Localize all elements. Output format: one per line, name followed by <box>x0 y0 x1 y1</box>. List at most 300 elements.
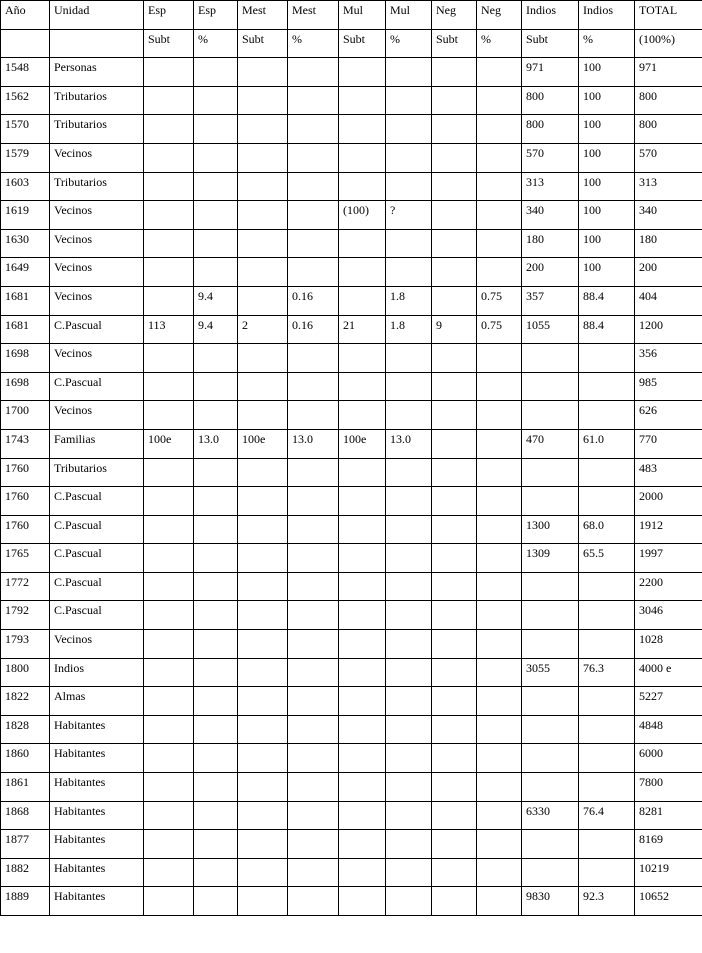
cell-mest-subt <box>238 86 288 115</box>
cell-esp-pct <box>194 687 238 716</box>
cell-unit: Habitantes <box>50 830 144 859</box>
cell-indios-subt: 800 <box>522 115 579 144</box>
cell-mul-subt <box>339 286 386 315</box>
cell-unit: Tributarios <box>50 115 144 144</box>
cell-mest-subt <box>238 143 288 172</box>
table-row <box>1 687 702 716</box>
cell-esp-pct <box>194 715 238 744</box>
cell-mul-pct <box>386 801 432 830</box>
table-row <box>1 286 702 315</box>
cell-mul-subt <box>339 601 386 630</box>
cell-esp-subt <box>144 487 194 516</box>
cell-esp-pct <box>194 744 238 773</box>
cell-indios-subt <box>522 401 579 430</box>
cell-unit: C.Pascual <box>50 572 144 601</box>
cell-unit: Tributarios <box>50 86 144 115</box>
cell-mul-pct <box>386 229 432 258</box>
cell-neg-pct <box>477 86 522 115</box>
cell-neg-pct <box>477 544 522 573</box>
cell-esp-subt <box>144 86 194 115</box>
cell-esp-pct <box>194 572 238 601</box>
cell-mul-subt: 100e <box>339 429 386 458</box>
cell-indios-pct: 76.4 <box>579 801 635 830</box>
cell-mul-subt <box>339 58 386 87</box>
cell-total: 1997 <box>635 544 702 573</box>
table-row <box>1 429 702 458</box>
cell-indios-subt <box>522 858 579 887</box>
cell-mest-subt <box>238 544 288 573</box>
cell-unit: Habitantes <box>50 858 144 887</box>
cell-mest-pct <box>288 86 339 115</box>
cell-indios-pct: 100 <box>579 201 635 230</box>
cell-neg-subt <box>432 515 477 544</box>
cell-neg-pct <box>477 487 522 516</box>
cell-neg-subt <box>432 715 477 744</box>
cell-neg-subt <box>432 773 477 802</box>
cell-esp-pct: % <box>194 29 238 58</box>
cell-mest-pct <box>288 401 339 430</box>
cell-year: 1765 <box>1 544 50 573</box>
cell-indios-subt <box>522 773 579 802</box>
cell-total: 570 <box>635 143 702 172</box>
cell-neg-pct <box>477 143 522 172</box>
cell-year: 1562 <box>1 86 50 115</box>
cell-mul-subt: 21 <box>339 315 386 344</box>
cell-mul-pct <box>386 830 432 859</box>
cell-esp-pct <box>194 58 238 87</box>
cell-mul-pct <box>386 58 432 87</box>
table-row <box>1 744 702 773</box>
cell-mul-subt: Mul <box>339 1 386 30</box>
cell-total: 800 <box>635 86 702 115</box>
table-row <box>1 115 702 144</box>
cell-mul-pct <box>386 458 432 487</box>
cell-mul-pct: 13.0 <box>386 429 432 458</box>
cell-mul-subt <box>339 858 386 887</box>
cell-neg-subt: 9 <box>432 315 477 344</box>
cell-esp-subt <box>144 858 194 887</box>
cell-mul-pct <box>386 401 432 430</box>
cell-total: 8281 <box>635 801 702 830</box>
cell-indios-subt: 3055 <box>522 658 579 687</box>
cell-total: 3046 <box>635 601 702 630</box>
cell-esp-subt: Subt <box>144 29 194 58</box>
cell-unit: Habitantes <box>50 715 144 744</box>
cell-neg-subt <box>432 830 477 859</box>
cell-mest-subt: 2 <box>238 315 288 344</box>
cell-indios-subt: 1309 <box>522 544 579 573</box>
cell-unit <box>50 29 144 58</box>
cell-mul-pct <box>386 887 432 916</box>
cell-mest-pct <box>288 372 339 401</box>
cell-indios-subt: 570 <box>522 143 579 172</box>
cell-mul-pct <box>386 715 432 744</box>
cell-year: 1570 <box>1 115 50 144</box>
cell-mul-pct: Mul <box>386 1 432 30</box>
cell-unit: Vecinos <box>50 229 144 258</box>
cell-neg-subt <box>432 201 477 230</box>
cell-mest-subt <box>238 715 288 744</box>
cell-neg-pct <box>477 229 522 258</box>
cell-mul-subt <box>339 458 386 487</box>
cell-neg-subt <box>432 286 477 315</box>
cell-unit: Almas <box>50 687 144 716</box>
cell-esp-pct <box>194 143 238 172</box>
cell-mul-subt <box>339 86 386 115</box>
cell-mul-pct: 1.8 <box>386 315 432 344</box>
cell-mul-pct: 1.8 <box>386 286 432 315</box>
cell-total: 800 <box>635 115 702 144</box>
cell-neg-subt <box>432 143 477 172</box>
cell-esp-pct <box>194 544 238 573</box>
cell-mul-subt <box>339 744 386 773</box>
cell-esp-pct <box>194 344 238 373</box>
cell-neg-pct <box>477 887 522 916</box>
cell-mul-pct <box>386 258 432 287</box>
table-row <box>1 315 702 344</box>
cell-unit: C.Pascual <box>50 544 144 573</box>
cell-esp-subt <box>144 887 194 916</box>
cell-esp-pct <box>194 372 238 401</box>
table-row <box>1 229 702 258</box>
cell-year: 1548 <box>1 58 50 87</box>
cell-indios-pct: 100 <box>579 229 635 258</box>
cell-esp-subt <box>144 773 194 802</box>
cell-mest-subt: Mest <box>238 1 288 30</box>
cell-total: 200 <box>635 258 702 287</box>
cell-mest-pct <box>288 658 339 687</box>
cell-esp-pct <box>194 858 238 887</box>
cell-indios-pct <box>579 487 635 516</box>
cell-esp-pct <box>194 487 238 516</box>
cell-unit: Vecinos <box>50 201 144 230</box>
table-row <box>1 86 702 115</box>
cell-neg-subt: Subt <box>432 29 477 58</box>
cell-esp-pct <box>194 401 238 430</box>
cell-esp-subt: 100e <box>144 429 194 458</box>
cell-mul-subt <box>339 630 386 659</box>
cell-mul-subt <box>339 687 386 716</box>
cell-mest-subt <box>238 487 288 516</box>
cell-mul-subt <box>339 658 386 687</box>
cell-mul-subt: Subt <box>339 29 386 58</box>
cell-neg-pct <box>477 515 522 544</box>
cell-indios-pct <box>579 372 635 401</box>
cell-mest-pct <box>288 115 339 144</box>
cell-total: 1028 <box>635 630 702 659</box>
cell-indios-pct <box>579 830 635 859</box>
cell-esp-subt <box>144 658 194 687</box>
cell-esp-subt <box>144 401 194 430</box>
table-row <box>1 572 702 601</box>
cell-mul-subt <box>339 258 386 287</box>
cell-neg-pct <box>477 429 522 458</box>
cell-mul-pct <box>386 601 432 630</box>
cell-mest-subt <box>238 344 288 373</box>
cell-mest-subt: 100e <box>238 429 288 458</box>
cell-indios-subt: 200 <box>522 258 579 287</box>
cell-esp-subt <box>144 572 194 601</box>
cell-mest-subt <box>238 58 288 87</box>
cell-indios-subt <box>522 744 579 773</box>
cell-esp-pct <box>194 86 238 115</box>
cell-esp-subt <box>144 458 194 487</box>
cell-unit: Unidad <box>50 1 144 30</box>
cell-total: 2000 <box>635 487 702 516</box>
cell-mul-pct <box>386 658 432 687</box>
cell-esp-subt <box>144 630 194 659</box>
cell-indios-pct <box>579 630 635 659</box>
cell-neg-pct: 0.75 <box>477 315 522 344</box>
table-row <box>1 515 702 544</box>
cell-neg-pct: 0.75 <box>477 286 522 315</box>
cell-mest-pct: % <box>288 29 339 58</box>
cell-year: 1760 <box>1 515 50 544</box>
cell-mest-pct <box>288 487 339 516</box>
table-row <box>1 630 702 659</box>
cell-mest-subt <box>238 115 288 144</box>
cell-unit: Vecinos <box>50 286 144 315</box>
table-row <box>1 601 702 630</box>
cell-esp-pct <box>194 830 238 859</box>
cell-mest-subt <box>238 801 288 830</box>
table-row <box>1 858 702 887</box>
cell-neg-subt <box>432 58 477 87</box>
cell-neg-pct <box>477 658 522 687</box>
cell-esp-pct <box>194 801 238 830</box>
table-row <box>1 887 702 916</box>
cell-esp-subt <box>144 715 194 744</box>
cell-esp-subt <box>144 115 194 144</box>
cell-mul-pct: ? <box>386 201 432 230</box>
cell-esp-subt <box>144 372 194 401</box>
cell-indios-pct <box>579 744 635 773</box>
cell-mul-pct <box>386 344 432 373</box>
cell-indios-subt <box>522 487 579 516</box>
cell-mul-pct <box>386 372 432 401</box>
table-row <box>1 487 702 516</box>
table-row <box>1 143 702 172</box>
cell-total: 10219 <box>635 858 702 887</box>
cell-mest-pct <box>288 172 339 201</box>
cell-total: 483 <box>635 458 702 487</box>
cell-mul-subt <box>339 773 386 802</box>
cell-mest-subt <box>238 372 288 401</box>
cell-mest-pct <box>288 801 339 830</box>
cell-unit: Tributarios <box>50 172 144 201</box>
cell-year <box>1 29 50 58</box>
cell-mest-subt <box>238 858 288 887</box>
cell-mest-subt <box>238 258 288 287</box>
cell-mul-subt <box>339 887 386 916</box>
cell-esp-pct: 13.0 <box>194 429 238 458</box>
cell-neg-pct <box>477 858 522 887</box>
cell-indios-pct: 68.0 <box>579 515 635 544</box>
cell-total: 404 <box>635 286 702 315</box>
cell-mul-subt <box>339 515 386 544</box>
table-row <box>1 658 702 687</box>
cell-mul-pct <box>386 544 432 573</box>
cell-neg-pct <box>477 401 522 430</box>
cell-neg-subt <box>432 544 477 573</box>
cell-esp-subt <box>144 830 194 859</box>
table-row <box>1 344 702 373</box>
cell-total: 971 <box>635 58 702 87</box>
cell-indios-subt: 470 <box>522 429 579 458</box>
cell-mul-pct <box>386 143 432 172</box>
cell-indios-subt <box>522 715 579 744</box>
cell-year: 1681 <box>1 315 50 344</box>
cell-unit: Vecinos <box>50 143 144 172</box>
cell-neg-subt <box>432 887 477 916</box>
cell-unit: Vecinos <box>50 401 144 430</box>
cell-mul-subt <box>339 572 386 601</box>
cell-mest-pct <box>288 58 339 87</box>
cell-indios-pct <box>579 401 635 430</box>
cell-indios-pct: 100 <box>579 115 635 144</box>
table-row <box>1 458 702 487</box>
cell-neg-pct <box>477 773 522 802</box>
cell-neg-pct: Neg <box>477 1 522 30</box>
cell-year: 1792 <box>1 601 50 630</box>
cell-neg-pct <box>477 58 522 87</box>
cell-total: 770 <box>635 429 702 458</box>
cell-mest-subt <box>238 601 288 630</box>
cell-esp-pct <box>194 773 238 802</box>
cell-esp-subt <box>144 344 194 373</box>
cell-neg-subt <box>432 630 477 659</box>
cell-mul-subt <box>339 115 386 144</box>
cell-mul-pct <box>386 172 432 201</box>
cell-total: (100%) <box>635 29 702 58</box>
cell-neg-subt <box>432 115 477 144</box>
table-row <box>1 372 702 401</box>
cell-indios-subt <box>522 344 579 373</box>
cell-esp-pct: 9.4 <box>194 315 238 344</box>
cell-neg-subt <box>432 744 477 773</box>
cell-indios-subt <box>522 830 579 859</box>
cell-esp-pct <box>194 515 238 544</box>
cell-year: 1700 <box>1 401 50 430</box>
cell-esp-subt <box>144 58 194 87</box>
cell-esp-pct <box>194 258 238 287</box>
cell-indios-pct: 76.3 <box>579 658 635 687</box>
cell-indios-pct: 92.3 <box>579 887 635 916</box>
table-row <box>1 773 702 802</box>
cell-total: 1200 <box>635 315 702 344</box>
cell-mul-subt <box>339 830 386 859</box>
cell-neg-pct <box>477 572 522 601</box>
table-row <box>1 58 702 87</box>
cell-indios-subt <box>522 572 579 601</box>
cell-indios-pct <box>579 687 635 716</box>
cell-unit: C.Pascual <box>50 487 144 516</box>
cell-esp-pct <box>194 658 238 687</box>
cell-mest-pct <box>288 858 339 887</box>
cell-esp-pct: Esp <box>194 1 238 30</box>
cell-mul-subt <box>339 344 386 373</box>
cell-neg-subt <box>432 658 477 687</box>
cell-year: 1743 <box>1 429 50 458</box>
cell-neg-subt <box>432 487 477 516</box>
cell-esp-pct <box>194 172 238 201</box>
cell-unit: C.Pascual <box>50 372 144 401</box>
cell-mest-pct <box>288 544 339 573</box>
cell-indios-pct <box>579 458 635 487</box>
cell-indios-pct: 61.0 <box>579 429 635 458</box>
cell-year: 1649 <box>1 258 50 287</box>
cell-indios-subt: 971 <box>522 58 579 87</box>
cell-mest-pct <box>288 143 339 172</box>
cell-year: 1619 <box>1 201 50 230</box>
cell-neg-subt <box>432 687 477 716</box>
cell-indios-pct: 100 <box>579 58 635 87</box>
cell-mest-pct <box>288 572 339 601</box>
cell-unit: Habitantes <box>50 887 144 916</box>
cell-mest-subt <box>238 658 288 687</box>
cell-year: 1800 <box>1 658 50 687</box>
cell-mest-pct <box>288 229 339 258</box>
cell-total: 340 <box>635 201 702 230</box>
cell-mest-subt <box>238 229 288 258</box>
cell-unit: Habitantes <box>50 744 144 773</box>
cell-neg-pct <box>477 458 522 487</box>
cell-neg-subt <box>432 458 477 487</box>
cell-mul-pct <box>386 858 432 887</box>
table-row <box>1 715 702 744</box>
cell-neg-pct <box>477 258 522 287</box>
cell-mul-pct <box>386 86 432 115</box>
table-row <box>1 830 702 859</box>
cell-neg-subt <box>432 86 477 115</box>
cell-neg-pct <box>477 715 522 744</box>
cell-indios-subt <box>522 458 579 487</box>
cell-mul-pct <box>386 773 432 802</box>
cell-esp-subt <box>144 201 194 230</box>
cell-total: 8169 <box>635 830 702 859</box>
cell-year: 1772 <box>1 572 50 601</box>
table-row <box>1 401 702 430</box>
cell-indios-pct: 100 <box>579 258 635 287</box>
cell-esp-subt <box>144 601 194 630</box>
cell-mest-subt <box>238 201 288 230</box>
cell-neg-subt <box>432 258 477 287</box>
cell-esp-subt: Esp <box>144 1 194 30</box>
cell-esp-subt <box>144 515 194 544</box>
cell-indios-pct: 100 <box>579 172 635 201</box>
cell-neg-subt <box>432 601 477 630</box>
cell-mul-subt <box>339 172 386 201</box>
cell-mest-pct <box>288 773 339 802</box>
cell-year: 1760 <box>1 458 50 487</box>
cell-indios-pct: 65.5 <box>579 544 635 573</box>
cell-indios-subt: 180 <box>522 229 579 258</box>
cell-esp-subt <box>144 544 194 573</box>
cell-unit: Indios <box>50 658 144 687</box>
cell-neg-subt <box>432 858 477 887</box>
cell-indios-subt <box>522 601 579 630</box>
cell-mest-pct <box>288 601 339 630</box>
cell-mest-subt <box>238 687 288 716</box>
cell-indios-subt <box>522 372 579 401</box>
cell-indios-subt: Subt <box>522 29 579 58</box>
cell-total: 356 <box>635 344 702 373</box>
cell-indios-subt <box>522 630 579 659</box>
cell-neg-pct: % <box>477 29 522 58</box>
cell-year: 1828 <box>1 715 50 744</box>
cell-year: Año <box>1 1 50 30</box>
cell-unit: Personas <box>50 58 144 87</box>
